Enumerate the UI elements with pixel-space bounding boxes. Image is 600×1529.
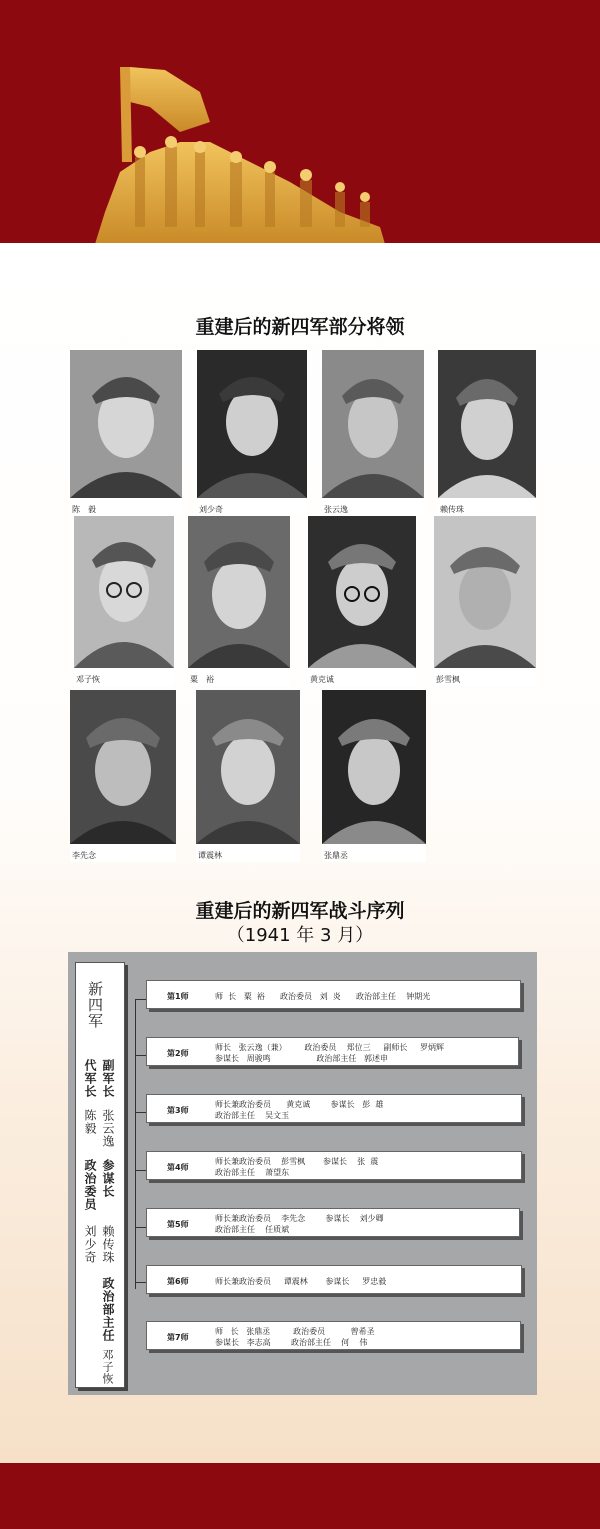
general-name: 张云逸	[324, 505, 348, 514]
division-box	[146, 1037, 519, 1066]
portrait-photo	[74, 516, 174, 668]
leader-name: 刘少奇	[83, 1225, 97, 1264]
division-line: 参谋长 周骏鸣 政治部主任 郭述申	[215, 1054, 389, 1063]
division-line: 师 长 粟 裕 政治委员 刘 炎 政治部主任 钟期光	[215, 992, 431, 1001]
portrait-photo	[188, 516, 290, 668]
leader-title: 参谋长	[101, 1159, 115, 1198]
leader-name: 邓子恢	[101, 1349, 114, 1385]
division-label: 第7师	[167, 1333, 189, 1342]
division-label: 第5师	[167, 1220, 189, 1229]
general-name: 粟 裕	[190, 675, 214, 684]
leader-name: 赖传珠	[101, 1225, 115, 1264]
portrait-photo	[70, 690, 176, 844]
army-leadership-card	[75, 962, 125, 1388]
general-photo-card	[308, 516, 416, 686]
general-photo-card	[188, 516, 290, 686]
leader-title: 政治委员	[83, 1159, 97, 1211]
division-line: 政治部主任 萧望东	[215, 1168, 290, 1177]
bottom-banner	[0, 1463, 600, 1529]
leader-title: 代军长	[83, 1059, 97, 1098]
division-box	[146, 1151, 522, 1180]
division-box	[146, 1208, 520, 1237]
general-photo-card	[434, 516, 536, 686]
leader-name: 张云逸	[101, 1109, 115, 1148]
general-name: 邓子恢	[76, 675, 100, 684]
portrait-photo	[70, 350, 182, 498]
general-photo-card	[322, 350, 424, 516]
division-line: 参谋长 李志高 政治部主任 何 伟	[215, 1338, 368, 1347]
division-box	[146, 1321, 521, 1350]
portrait-photo	[308, 516, 416, 668]
leader-title: 副军长	[101, 1059, 115, 1098]
army-name: 新四军	[86, 981, 104, 1029]
general-photo-card	[438, 350, 536, 516]
monument-sculpture-image	[90, 62, 390, 244]
general-name: 赖传珠	[440, 505, 464, 514]
order-of-battle-title: 重建后的新四军战斗序列	[195, 900, 405, 922]
portrait-photo	[197, 350, 307, 498]
division-box	[146, 1265, 522, 1294]
division-box	[146, 1094, 522, 1123]
division-line: 政治部主任 吴文玉	[215, 1111, 290, 1120]
portrait-photo	[322, 350, 424, 498]
division-line: 政治部主任 任质斌	[215, 1225, 290, 1234]
leader-name: 陈毅	[83, 1109, 97, 1135]
order-of-battle-chart	[68, 952, 537, 1395]
general-name: 张鼎丞	[324, 851, 348, 860]
division-line: 师长兼政治委员 谭震林 参谋长 罗忠毅	[215, 1277, 387, 1286]
general-name: 谭震林	[198, 851, 222, 860]
division-label: 第3师	[167, 1106, 189, 1115]
general-photo-card	[74, 516, 174, 686]
division-line: 师 长 张鼎丞 政治委员 曾希圣	[215, 1327, 375, 1336]
portrait-photo	[434, 516, 536, 668]
top-banner	[0, 0, 600, 243]
general-photo-card	[196, 690, 300, 862]
division-box	[146, 980, 521, 1009]
general-name: 陈 毅	[72, 505, 96, 514]
general-name: 黄克诚	[310, 675, 334, 684]
portrait-photo	[438, 350, 536, 498]
general-name: 李先念	[72, 851, 96, 860]
division-line: 师长兼政治委员 黄克诚 参谋长 彭 雄	[215, 1100, 384, 1109]
tree-connector	[135, 999, 136, 1289]
division-line: 师长兼政治委员 彭雪枫 参谋长 张 震	[215, 1157, 379, 1166]
division-label: 第2师	[167, 1049, 189, 1058]
order-of-battle-date: （1941 年 3 月）	[226, 925, 374, 946]
general-name: 彭雪枫	[436, 675, 460, 684]
division-label: 第1师	[167, 992, 189, 1001]
division-line: 师长兼政治委员 李先念 参谋长 刘少卿	[215, 1214, 384, 1223]
general-name: 刘少奇	[199, 505, 223, 514]
division-label: 第6师	[167, 1277, 189, 1286]
division-label: 第4师	[167, 1163, 189, 1172]
portrait-photo	[196, 690, 300, 844]
portrait-photo	[322, 690, 426, 844]
general-photo-card	[70, 690, 176, 862]
general-photo-card	[322, 690, 426, 862]
generals-title: 重建后的新四军部分将领	[195, 316, 405, 338]
division-line: 师长 张云逸（兼） 政治委员 郑位三 副师长 罗炳辉	[215, 1043, 445, 1052]
leader-title: 政治部主任	[101, 1277, 115, 1342]
general-photo-card	[70, 350, 182, 516]
general-photo-card	[197, 350, 307, 516]
